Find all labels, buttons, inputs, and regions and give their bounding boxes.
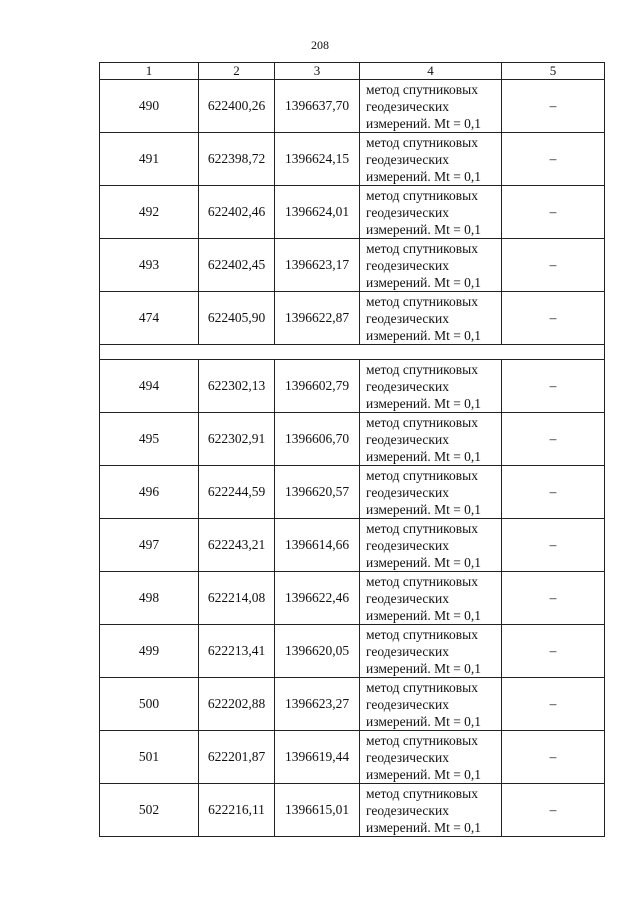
table-header-row [100, 63, 605, 80]
separator-cell [100, 345, 605, 360]
method-cell [360, 784, 502, 837]
point-number-cell: 494 [100, 360, 199, 413]
column-header-2: 2 [199, 63, 275, 80]
point-number-cell: 502 [100, 784, 199, 837]
note-cell: – [502, 292, 605, 345]
method-cell [360, 186, 502, 239]
coordinates-table [99, 62, 605, 837]
method-text-line: измерений. Mt = 0,1 [366, 607, 482, 623]
table-row [100, 731, 605, 784]
point-number-cell: 497 [100, 519, 199, 572]
method-text-line: геодезических [366, 537, 449, 553]
method-cell [360, 292, 502, 345]
method-cell [360, 360, 502, 413]
note-cell: – [502, 466, 605, 519]
point-number-cell: 498 [100, 572, 199, 625]
method-text-line: измерений. Mt = 0,1 [366, 766, 482, 782]
method-text-line: метод спутниковых [366, 732, 478, 748]
note-cell: – [502, 731, 605, 784]
method-cell [360, 239, 502, 292]
x-coordinate-cell: 622201,87 [199, 731, 275, 784]
x-coordinate-cell: 622402,45 [199, 239, 275, 292]
method-text-line: метод спутниковых [366, 361, 478, 377]
method-text-line: измерений. Mt = 0,1 [366, 713, 482, 729]
table-row [100, 133, 605, 186]
method-text-line: геодезических [366, 590, 449, 606]
x-coordinate-cell: 622400,26 [199, 80, 275, 133]
x-coordinate-cell: 622213,41 [199, 625, 275, 678]
table-row [100, 413, 605, 466]
method-text-line: геодезических [366, 749, 449, 765]
method-text-line: метод спутниковых [366, 414, 478, 430]
method-text-line: метод спутниковых [366, 81, 478, 97]
method-cell [360, 413, 502, 466]
note-cell: – [502, 413, 605, 466]
point-number-cell: 501 [100, 731, 199, 784]
point-number-cell: 495 [100, 413, 199, 466]
x-coordinate-cell: 622302,13 [199, 360, 275, 413]
point-number-cell: 500 [100, 678, 199, 731]
method-text-line: метод спутниковых [366, 467, 478, 483]
note-cell: – [502, 360, 605, 413]
note-cell: – [502, 572, 605, 625]
point-number-cell: 492 [100, 186, 199, 239]
y-coordinate-cell: 1396602,79 [275, 360, 360, 413]
table-row [100, 80, 605, 133]
method-text-line: измерений. Mt = 0,1 [366, 168, 482, 184]
method-text-line: геодезических [366, 204, 449, 220]
method-text-line: геодезических [366, 802, 449, 818]
column-header-5: 5 [502, 63, 605, 80]
x-coordinate-cell: 622243,21 [199, 519, 275, 572]
method-text-line: метод спутниковых [366, 134, 478, 150]
point-number-cell: 490 [100, 80, 199, 133]
method-text-line: метод спутниковых [366, 626, 478, 642]
x-coordinate-cell: 622202,88 [199, 678, 275, 731]
y-coordinate-cell: 1396622,87 [275, 292, 360, 345]
method-cell [360, 519, 502, 572]
method-text-line: измерений. Mt = 0,1 [366, 221, 482, 237]
method-cell [360, 133, 502, 186]
point-number-cell: 491 [100, 133, 199, 186]
y-coordinate-cell: 1396623,27 [275, 678, 360, 731]
table-row [100, 360, 605, 413]
method-text-line: геодезических [366, 378, 449, 394]
method-text-line: измерений. Mt = 0,1 [366, 660, 482, 676]
point-number-cell: 474 [100, 292, 199, 345]
method-cell [360, 678, 502, 731]
method-cell [360, 731, 502, 784]
table-row [100, 186, 605, 239]
note-cell: – [502, 239, 605, 292]
method-text-line: метод спутниковых [366, 240, 478, 256]
column-header-3: 3 [275, 63, 360, 80]
method-text-line: измерений. Mt = 0,1 [366, 274, 482, 290]
method-text-line: метод спутниковых [366, 573, 478, 589]
method-text-line: измерений. Mt = 0,1 [366, 327, 482, 343]
table-row [100, 466, 605, 519]
y-coordinate-cell: 1396620,05 [275, 625, 360, 678]
x-coordinate-cell: 622302,91 [199, 413, 275, 466]
point-number-cell: 499 [100, 625, 199, 678]
point-number-cell: 496 [100, 466, 199, 519]
note-cell: – [502, 625, 605, 678]
table-row [100, 678, 605, 731]
method-cell [360, 80, 502, 133]
note-cell: – [502, 80, 605, 133]
x-coordinate-cell: 622214,08 [199, 572, 275, 625]
x-coordinate-cell: 622244,59 [199, 466, 275, 519]
x-coordinate-cell: 622402,46 [199, 186, 275, 239]
table-row [100, 239, 605, 292]
y-coordinate-cell: 1396615,01 [275, 784, 360, 837]
method-text-line: метод спутниковых [366, 520, 478, 536]
y-coordinate-cell: 1396624,15 [275, 133, 360, 186]
method-text-line: измерений. Mt = 0,1 [366, 115, 482, 131]
method-text-line: измерений. Mt = 0,1 [366, 554, 482, 570]
method-cell [360, 572, 502, 625]
point-number-cell: 493 [100, 239, 199, 292]
table-row [100, 572, 605, 625]
table-row [100, 784, 605, 837]
y-coordinate-cell: 1396624,01 [275, 186, 360, 239]
table-row [100, 519, 605, 572]
method-text-line: измерений. Mt = 0,1 [366, 395, 482, 411]
method-text-line: геодезических [366, 431, 449, 447]
method-text-line: геодезических [366, 257, 449, 273]
method-text-line: геодезических [366, 310, 449, 326]
method-text-line: измерений. Mt = 0,1 [366, 501, 482, 517]
method-text-line: геодезических [366, 696, 449, 712]
method-text-line: измерений. Mt = 0,1 [366, 819, 482, 835]
y-coordinate-cell: 1396614,66 [275, 519, 360, 572]
y-coordinate-cell: 1396637,70 [275, 80, 360, 133]
y-coordinate-cell: 1396623,17 [275, 239, 360, 292]
method-cell [360, 466, 502, 519]
method-text-line: геодезических [366, 484, 449, 500]
page-number: 208 [311, 38, 329, 52]
note-cell: – [502, 519, 605, 572]
method-text-line: метод спутниковых [366, 187, 478, 203]
x-coordinate-cell: 622216,11 [199, 784, 275, 837]
note-cell: – [502, 784, 605, 837]
method-text-line: метод спутниковых [366, 293, 478, 309]
note-cell: – [502, 133, 605, 186]
method-text-line: геодезических [366, 98, 449, 114]
method-text-line: метод спутниковых [366, 785, 478, 801]
note-cell: – [502, 186, 605, 239]
table-separator-row [100, 345, 605, 360]
x-coordinate-cell: 622405,90 [199, 292, 275, 345]
y-coordinate-cell: 1396622,46 [275, 572, 360, 625]
column-header-4: 4 [360, 63, 502, 80]
method-text-line: геодезических [366, 151, 449, 167]
y-coordinate-cell: 1396606,70 [275, 413, 360, 466]
note-cell: – [502, 678, 605, 731]
column-header-1: 1 [100, 63, 199, 80]
method-text-line: геодезических [366, 643, 449, 659]
table-body [100, 80, 605, 837]
method-text-line: метод спутниковых [366, 679, 478, 695]
table-row [100, 292, 605, 345]
table-row [100, 625, 605, 678]
method-cell [360, 625, 502, 678]
y-coordinate-cell: 1396620,57 [275, 466, 360, 519]
x-coordinate-cell: 622398,72 [199, 133, 275, 186]
method-text-line: измерений. Mt = 0,1 [366, 448, 482, 464]
y-coordinate-cell: 1396619,44 [275, 731, 360, 784]
